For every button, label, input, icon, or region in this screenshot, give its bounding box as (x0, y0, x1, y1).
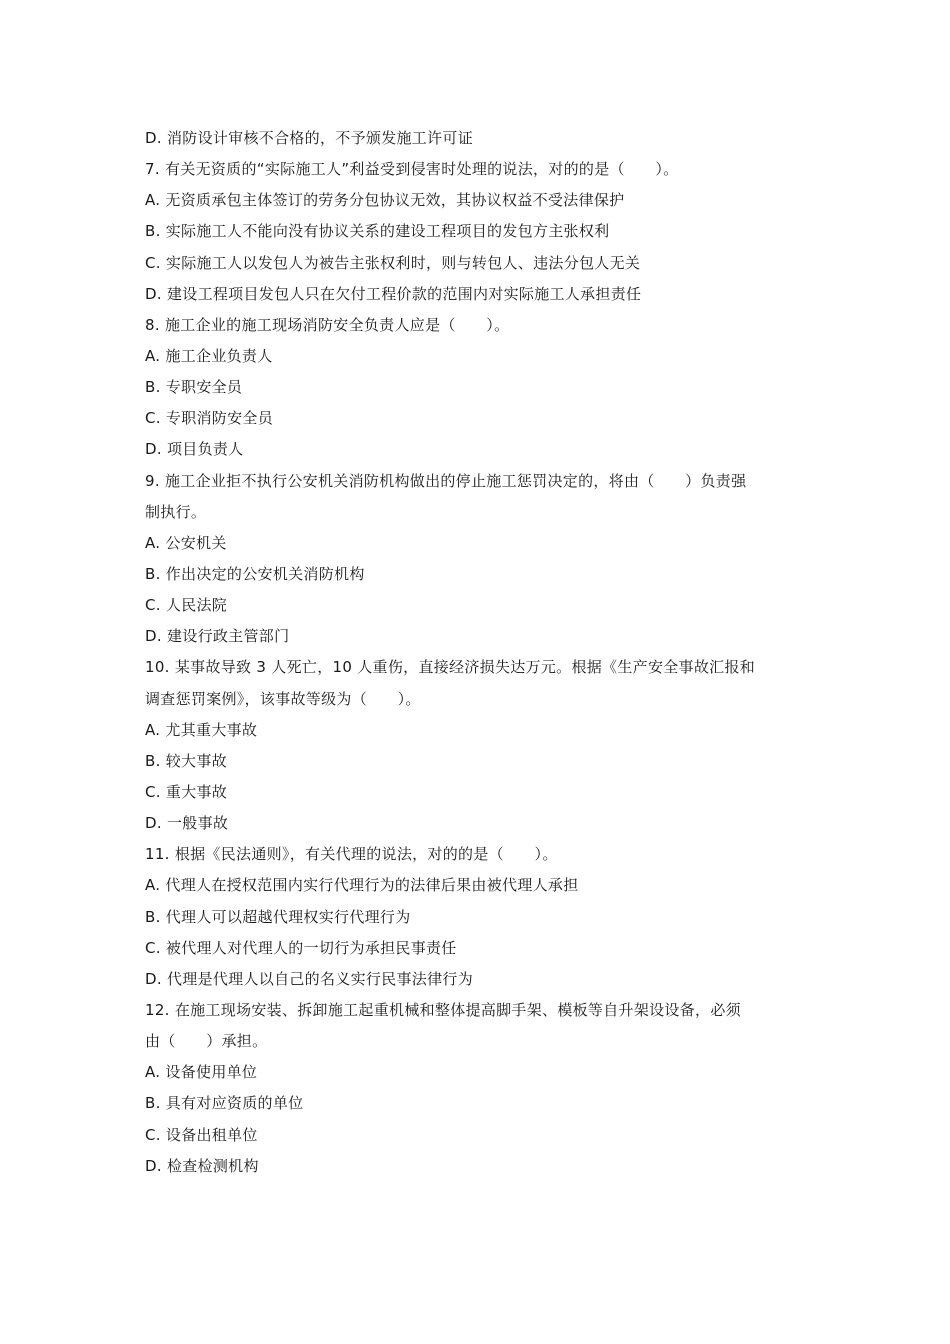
text-line-q12-option-d: D. 检查检测机构 (145, 1156, 259, 1175)
text-line-q7-option-a: A. 无资质承包主体签订的劳务分包协议无效，其协议权益不受法律保护 (145, 191, 625, 210)
text-line-q10-question: 10. 某事故导致 3 人死亡，10 人重伤，直接经济损失达万元。根据《生产安全事故汇报和 (145, 658, 756, 677)
text-line-q6-option-d: D. 消防设计审核不合格的，不予颁发施工许可证 (145, 129, 473, 147)
text-line-q10-option-b: B. 较大事故 (145, 751, 227, 770)
text-line-q9-option-d: D. 建设行政主管部门 (145, 627, 290, 646)
text-line-q7-question: 7. 有关无资质的“实际施工人”利益受到侵害时处理的说法，对的的是（ ）。 (145, 160, 679, 179)
text-line-q9-option-a: A. 公安机关 (145, 533, 227, 552)
text-line-q12-question: 12. 在施工现场安装、拆卸施工起重机械和整体提高脚手架、模板等自升架设设备，必须 (145, 1000, 741, 1019)
text-line-q10-option-c: C. 重大事故 (145, 782, 228, 801)
text-line-q11-option-d: D. 代理是代理人以自己的名义实行民事法律行为 (145, 969, 473, 988)
text-line-q8-option-b: B. 专职安全员 (145, 378, 243, 397)
text-line-q10-option-a: A. 尤其重大事故 (145, 720, 258, 739)
text-line-q11-question: 11. 根据《民法通则》，有关代理的说法，对的的是（ ）。 (145, 845, 558, 864)
text-line-q11-option-b: B. 代理人可以超越代理权实行代理行为 (145, 907, 411, 926)
text-line-q9-question: 9. 施工企业拒不执行公安机关消防机构做出的停止施工惩罚决定的，将由（ ）负责强 (145, 471, 747, 490)
text-line-q8-option-c: C. 专职消防安全员 (145, 409, 274, 428)
text-line-q7-option-b: B. 实际施工人不能向没有协议关系的建设工程项目的发包方主张权利 (145, 222, 610, 241)
text-line-q9-option-c: C. 人民法院 (145, 596, 228, 615)
text-line-q8-option-a: A. 施工企业负责人 (145, 346, 273, 365)
text-line-q10-question-cont: 调查惩罚案例》，该事故等级为（ ）。 (145, 689, 421, 708)
text-line-q12-question-cont: 由（ ）承担。 (145, 1032, 268, 1051)
text-line-q12-option-b: B. 具有对应资质的单位 (145, 1094, 304, 1113)
text-line-q9-question-cont: 制执行。 (145, 502, 207, 521)
text-line-q7-option-c: C. 实际施工人以发包人为被告主张权利时，则与转包人、违法分包人无关 (145, 253, 641, 272)
text-line-q9-option-b: B. 作出决定的公安机关消防机构 (145, 564, 365, 583)
text-line-q8-option-d: D. 项目负责人 (145, 440, 244, 459)
text-line-q11-option-a: A. 代理人在授权范围内实行代理行为的法律后果由被代理人承担 (145, 876, 579, 895)
document-body (145, 123, 810, 1182)
text-line-q11-option-c: C. 被代理人对代理人的一切行为承担民事责任 (145, 938, 457, 957)
text-line-q12-option-c: C. 设备出租单位 (145, 1125, 258, 1144)
text-line-q12-option-a: A. 设备使用单位 (145, 1063, 258, 1082)
text-line-q7-option-d: D. 建设工程项目发包人只在欠付工程价款的范围内对实际施工人承担责任 (145, 284, 642, 303)
text-line-q8-question: 8. 施工企业的施工现场消防安全负责人应是（ ）。 (145, 315, 510, 334)
text-line-q10-option-d: D. 一般事故 (145, 814, 229, 833)
